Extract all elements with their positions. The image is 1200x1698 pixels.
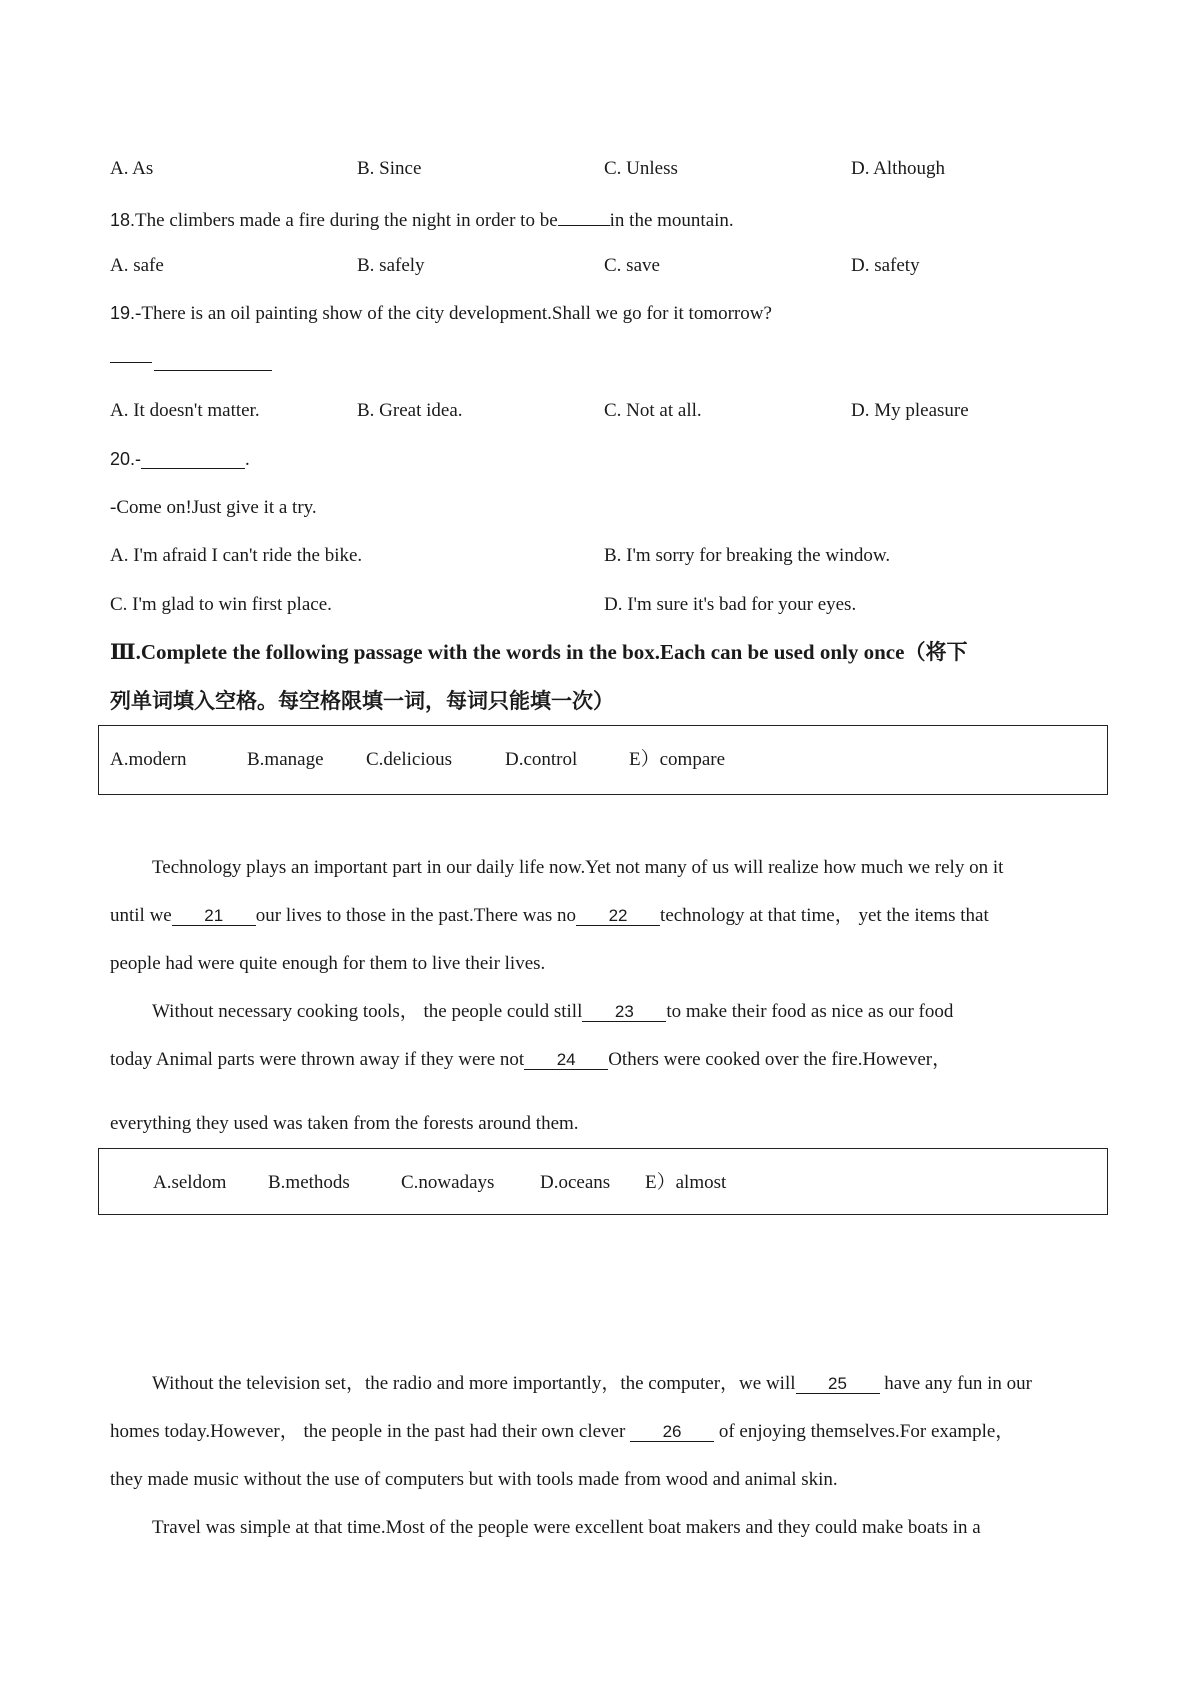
q18-option-a: A. safe <box>110 255 164 276</box>
word-box-1-item-c: C.delicious <box>366 749 453 770</box>
q20-blank <box>141 450 245 469</box>
q17-option-d: D. Although <box>851 158 945 179</box>
q18-stem <box>110 207 734 230</box>
passage-p3-line-1-a: Without the television set，the radio and more importantly，the computer，we will <box>152 1373 796 1394</box>
passage-p1-line-2-b: our lives to those in the past.There was no <box>255 905 577 926</box>
blank-23: 23 <box>582 1003 666 1022</box>
q19-option-d: D. My pleasure <box>851 400 969 421</box>
q18-option-d: D. safety <box>851 255 920 276</box>
q20-option-d: D. I'm sure it's bad for your eyes. <box>604 594 857 615</box>
passage-p2-line-1 <box>152 1002 953 1022</box>
blank-26: 26 <box>630 1423 714 1442</box>
section-3-heading-line-1: Ⅲ.Complete the following passage with the words in the box.Each can be used only once（将下 <box>110 640 968 664</box>
q19-dash <box>110 362 152 363</box>
word-box-1-item-d: D.control <box>505 749 578 770</box>
passage-p1-line-3: people had were quite enough for them to live their lives. <box>110 953 546 974</box>
word-box-2-item-b: B.methods <box>268 1172 350 1193</box>
word-box-1 <box>98 725 1108 795</box>
word-box-2-item-c: C.nowadays <box>401 1172 495 1193</box>
passage-p3-line-2 <box>110 1422 1014 1442</box>
blank-24: 24 <box>524 1051 608 1070</box>
q20-number: 20.- <box>110 449 142 469</box>
q18-number: 18. <box>110 210 136 230</box>
blank-22: 22 <box>576 907 660 926</box>
passage-p1-line-2-c: technology at that time， yet the items that <box>660 905 989 926</box>
q19-number: 19. <box>110 303 136 323</box>
q19-option-c: C. Not at all. <box>604 400 702 421</box>
q17-option-c: C. Unless <box>604 158 678 179</box>
word-box-2 <box>98 1148 1108 1215</box>
passage-p3-line-1-b: have any fun in our <box>879 1373 1032 1394</box>
blank-21: 21 <box>172 907 256 926</box>
q17-option-a: A. As <box>110 158 154 179</box>
q20-stem <box>110 450 250 469</box>
q18-stem-after: in the mountain. <box>609 210 734 231</box>
passage-p4-line-1: Travel was simple at that time.Most of the people were excellent boat makers and they could make boats in a <box>152 1517 981 1538</box>
passage-p1-line-1: Technology plays an important part in our daily life now.Yet not many of us will realize how much we rely on it <box>152 857 1004 878</box>
q18-blank <box>558 207 610 226</box>
passage-p1-line-2-a: until we <box>110 905 172 926</box>
q19-stem-text: -There is an oil painting show of the city development.Shall we go for it tomorrow? <box>135 303 772 324</box>
passage-p3-line-2-b: of enjoying themselves.For example， <box>714 1421 1015 1442</box>
q18-stem-before: The climbers made a fire during the night in order to be <box>135 210 558 231</box>
passage-p2-line-2 <box>110 1050 951 1070</box>
passage-p3-line-3: they made music without the use of computers but with tools made from wood and animal skin. <box>110 1469 838 1490</box>
word-box-2-item-e: E）almost <box>645 1172 727 1193</box>
q20-option-c: C. I'm glad to win first place. <box>110 594 332 615</box>
q18-option-b: B. safely <box>357 255 425 276</box>
word-box-1-item-b: B.manage <box>247 749 324 770</box>
q18-option-c: C. save <box>604 255 660 276</box>
passage-p3-line-2-a: homes today.However， the people in the past had their own clever <box>110 1421 631 1442</box>
q19-blank <box>154 352 272 371</box>
q20-stem-after: . <box>245 449 250 470</box>
q19-option-b: B. Great idea. <box>357 400 463 421</box>
q19-answer-line <box>110 352 272 371</box>
blank-25: 25 <box>796 1375 880 1394</box>
word-box-2-item-a: A.seldom <box>153 1172 227 1193</box>
word-box-1-item-e: E）compare <box>629 749 726 770</box>
q19-option-a: A. It doesn't matter. <box>110 400 260 421</box>
passage-p2-line-2-a: today Animal parts were thrown away if they were not <box>110 1049 525 1070</box>
passage-p2-line-2-b: Others were cooked over the fire.However， <box>608 1049 952 1070</box>
passage-p1-line-2 <box>110 906 989 926</box>
word-box-1-item-a: A.modern <box>110 749 187 770</box>
q20-option-b: B. I'm sorry for breaking the window. <box>604 545 891 566</box>
q17-option-b: B. Since <box>357 158 422 179</box>
q20-response: -Come on!Just give it a try. <box>110 497 317 518</box>
q20-option-a: A. I'm afraid I can't ride the bike. <box>110 545 363 566</box>
passage-p2-line-1-a: Without necessary cooking tools， the people could still <box>152 1001 583 1022</box>
section-3-heading-line-2: 列单词填入空格。每空格限填一词，每词只能填一次） <box>110 689 614 713</box>
passage-p2-line-1-b: to make their food as nice as our food <box>666 1001 954 1022</box>
passage-p2-line-3: everything they used was taken from the forests around them. <box>110 1113 579 1134</box>
q19-stem <box>110 304 772 323</box>
passage-p3-line-1 <box>152 1374 1032 1394</box>
word-box-2-item-d: D.oceans <box>540 1172 611 1193</box>
